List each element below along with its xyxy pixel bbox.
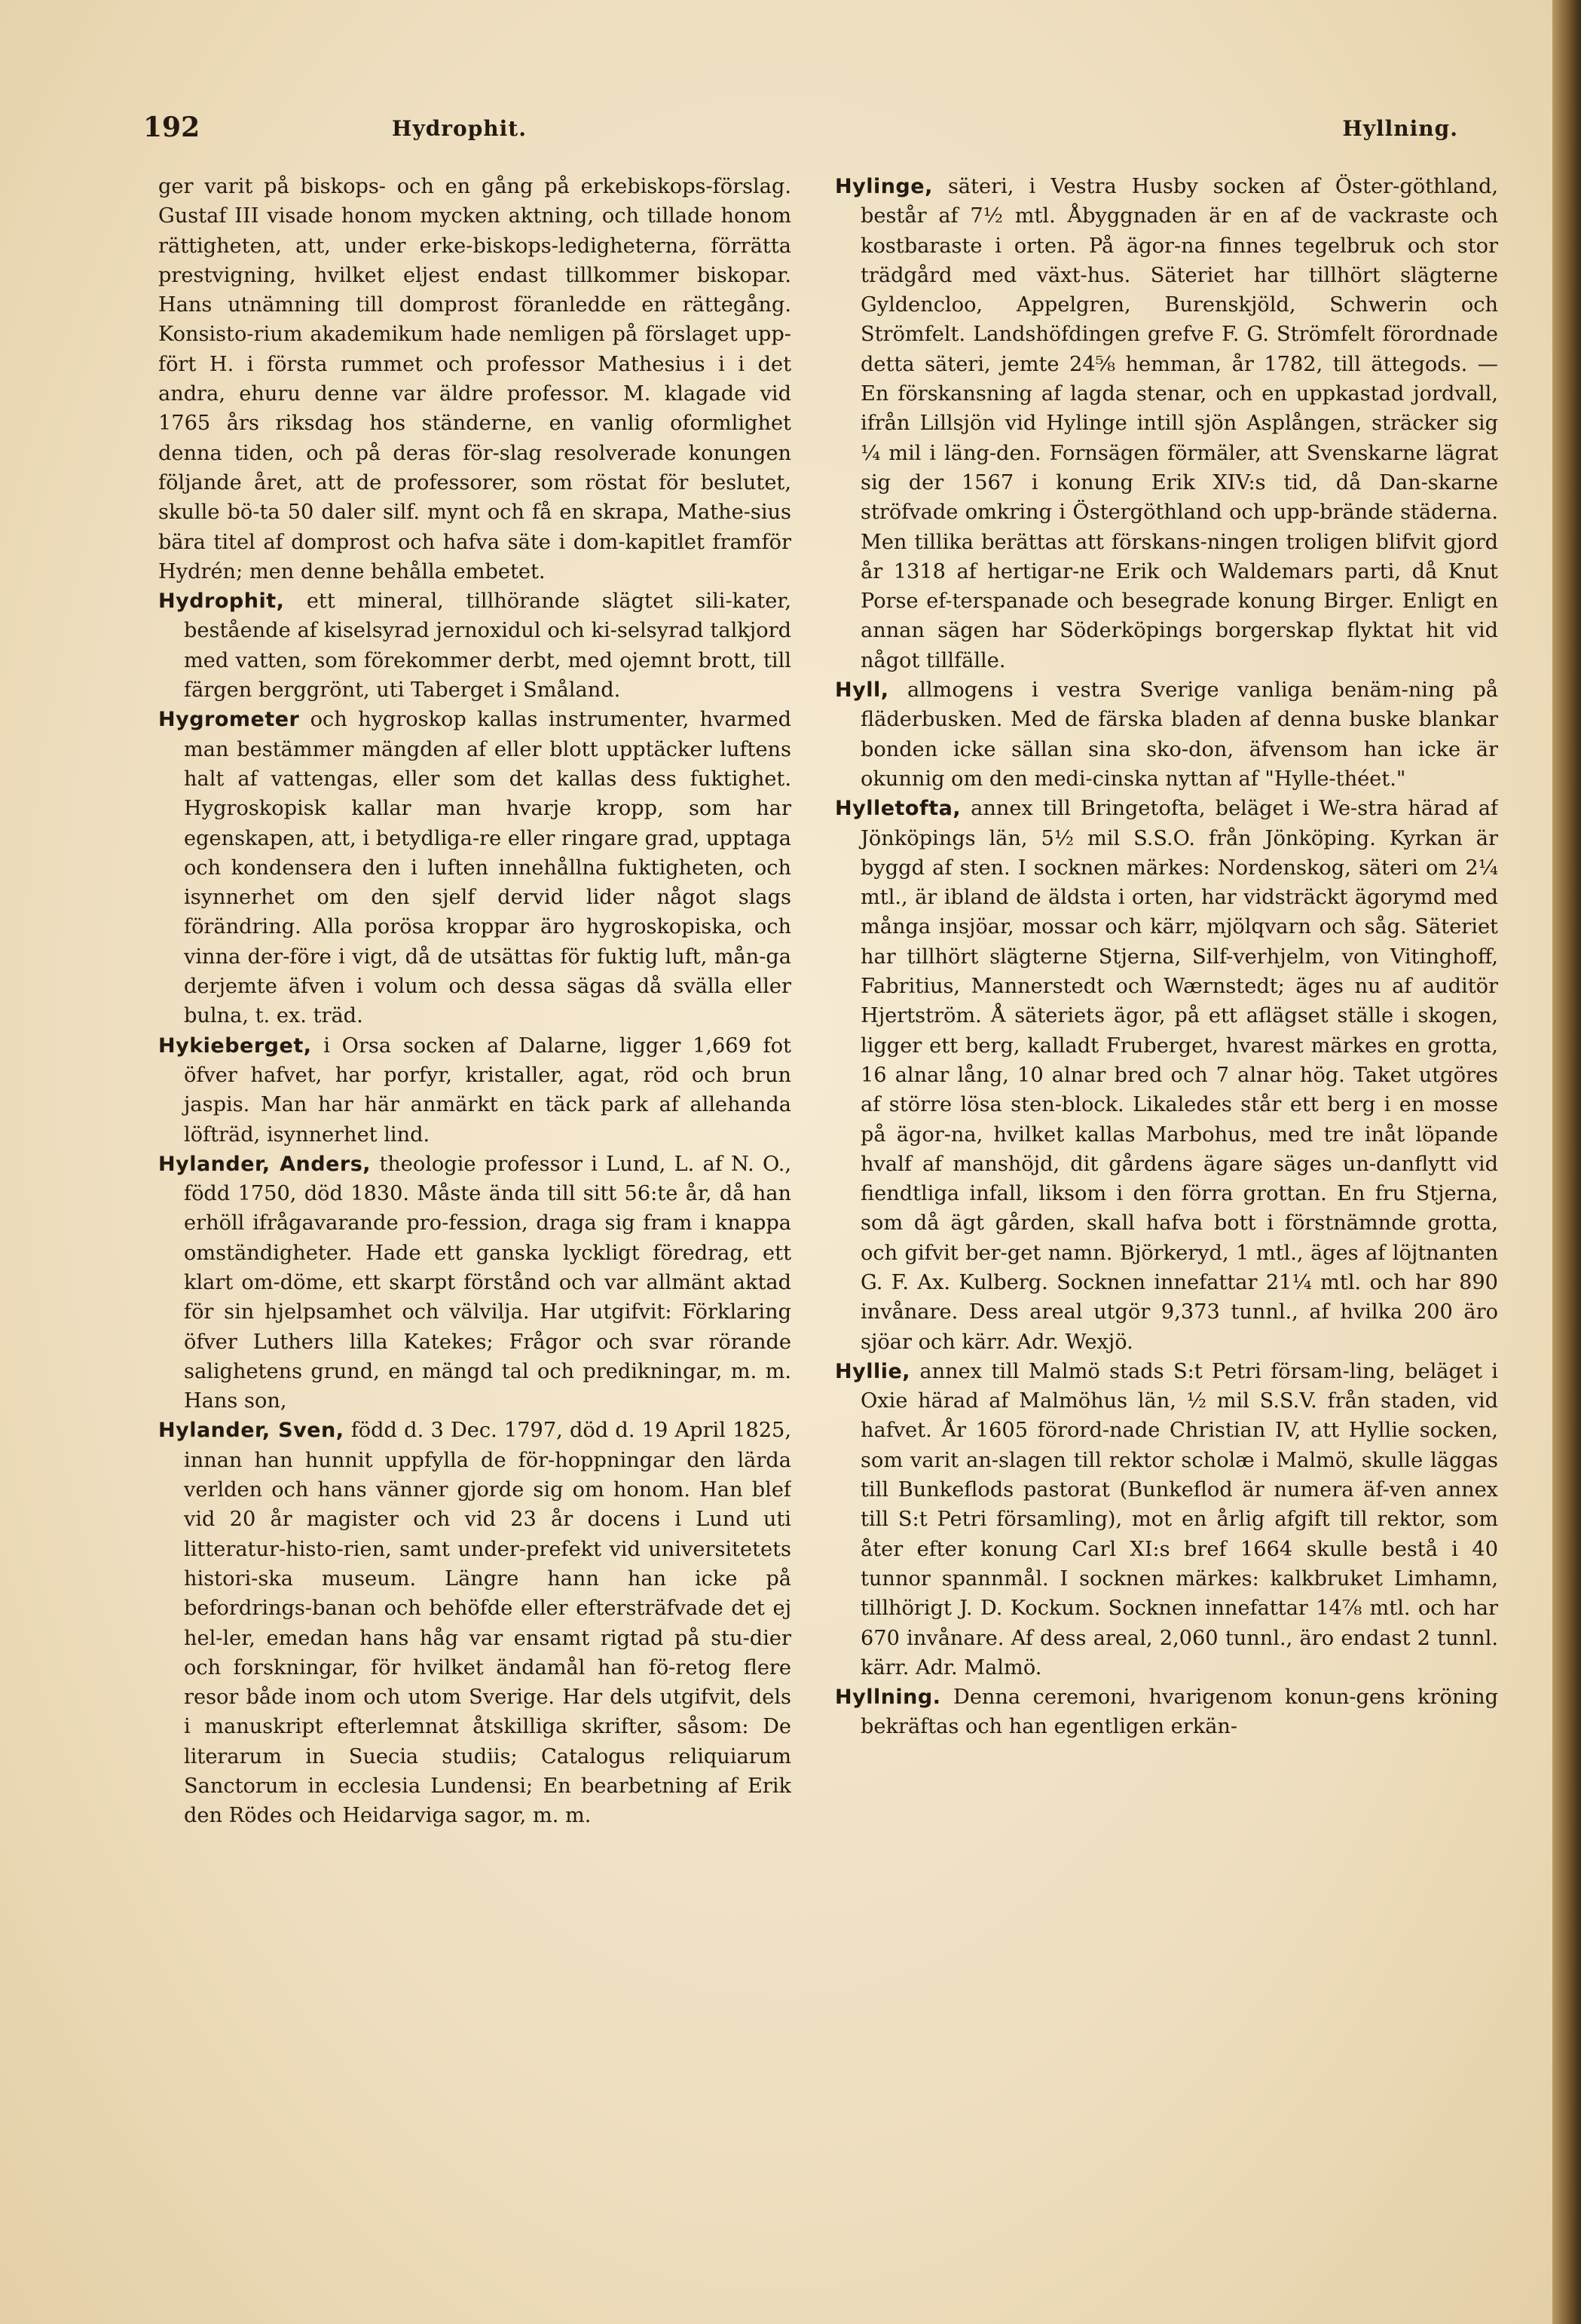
entry-text: säteri, i Vestra Husby socken af Öster-göthland, består af 7½ mtl. Åbyggnaden är en af de vackraste och kostbaraste i orten. På ägor-na finnes tegelbruk och stor trädgård med växt-hus. Säteriet har tillhört slägterne Gyldencloo, Appelgren, Burenskjöld, Schwerin och Strömfelt. Landshöfdingen grefve F. G. Strömfelt förordnade detta säteri, jemte 24⅝ hemman, år 1782, till ättegods. — En förskansning af lagda stenar, och en uppkastad jordvall, ifrån Lillsjön vid Hylinge intill sjön Asplången, sträcker sig ¼ mil i läng-den. Fornsägen förmäler, att Svenskarne lägrat sig der 1567 i konung Erik XIV:s tid, då Dan-skarne ströfvade omkring i Östergöthland och upp-brände städerna. Men tillika berättas att förskans-ningen troligen blifvit gjord år 1318 af hertigar-ne Erik och Waldemars parti, då Knut Porse ef-terspanade och besegrade konung Birger. Enligt en annan sägen har Söderköpings borgerskap flyktat hit vid något tillfälle. bbox=[861, 175, 1498, 672]
headword: Hylinge, bbox=[835, 175, 933, 198]
entry-text: i Orsa socken af Dalarne, ligger 1,669 fot öfver hafvet, har porfyr, kristaller, agat, röd och brun jaspis. Man har här anmärkt en täck park af allehanda löfträd, isynnerhet lind. bbox=[184, 1033, 791, 1147]
right-column bbox=[835, 172, 1498, 2283]
headword: Hyll, bbox=[835, 678, 889, 703]
running-head-right: Hyllning. bbox=[1342, 116, 1458, 141]
entry-text: allmogens i vestra Sverige vanliga benäm-ning på fläderbusken. Med de färska bladen af denna buske blankar bonden icke sällan sina sko-don, äfvensom han icke är okunnig om den medi-cinska nyttan af "Hylle-théet." bbox=[861, 678, 1498, 791]
entry-hydrophit bbox=[158, 586, 791, 705]
headword: Hygrometer bbox=[158, 708, 300, 732]
left-column bbox=[158, 172, 791, 2283]
entry-hykieberget bbox=[158, 1031, 791, 1150]
entry-hylletofta bbox=[835, 794, 1498, 1357]
headword: Hyllning. bbox=[835, 1686, 941, 1710]
entry-text: och hygroskop kallas instrumenter, hvarmed man bestämmer mängden af eller blott upptäcker luftens halt af vattengas, eller som det kallas dess fuktighet. Hygroskopisk kallar man hvarje kropp, som har egenskapen, att, i betydliga-re eller ringare grad, upptaga och kondensera den i luften innehållna fuktigheten, och isynnerhet om den sjelf dervid lider något slags förändring. Alla porösa kroppar äro hygroskopiska, och vinna der-före i vigt, då de utsättas för fuktig luft, mån-ga derjemte äfven i volum och dessa sägas då svälla eller bulna, t. ex. träd. bbox=[184, 708, 791, 1028]
entry-hygrometer bbox=[158, 705, 791, 1030]
entry-text: annex till Malmö stads S:t Petri försam-ling, beläget i Oxie härad af Malmöhus län, ½ mil S.S.V. från staden, vid hafvet. År 1605 förord-nade Christian IV, att Hyllie socken, som varit an-slagen till rektor scholæ i Malmö, skulle läggas till Bunkeflods pastorat (Bunkeflod är numera äf-ven annex till S:t Petri församling), mot en årlig afgift till rektor, som åter efter konung Carl XI:s bref 1664 skulle bestå i 40 tunnor spannmål. I socknen märkes: kalkbruket Limhamn, tillhörigt J. D. Kockum. Socknen innefattar 14⅞ mtl. och har 670 invånare. Af dess areal, 2,060 tunnl., äro endast 2 tunnl. kärr. Adr. Malmö. bbox=[861, 1359, 1498, 1679]
headword: Hykieberget, bbox=[158, 1033, 312, 1058]
headword: Hyllie, bbox=[835, 1359, 911, 1383]
headword: Hylander, Anders, bbox=[158, 1152, 372, 1176]
entry-hylander-anders bbox=[158, 1150, 791, 1416]
entry-text: född d. 3 Dec. 1797, död d. 19 April 1825, innan han hunnit uppfylla de för-hoppningar den lärda verlden och hans vänner gjorde sig om honom. Han blef vid 20 år magister och vid 23 år docens i Lund uti litteratur-histo-rien, samt under-prefekt vid universitetets histori-ska museum. Längre hann han icke på befordrings-banan och behöfde eller eftersträfvade det ej hel-ler, emedan hans håg var ensamt rigtad på stu-dier och forskningar, för hvilket ändamål han fö-retog flere resor både inom och utom Sverige. Har dels utgifvit, dels i manuskript efterlemnat åtskilliga skrifter, såsom: De literarum in Suecia studiis; Catalogus reliquiarum Sanctorum in ecclesia Lundensi; En bearbetning af Erik den Rödes och Heidarviga sagor, m. m. bbox=[184, 1419, 791, 1828]
book-spine-edge bbox=[1552, 0, 1581, 2324]
page-header bbox=[143, 112, 1481, 157]
entry-hyllie bbox=[835, 1357, 1498, 1683]
entry-hyll bbox=[835, 675, 1498, 794]
entry-hylinge bbox=[835, 172, 1498, 675]
headword: Hydrophit, bbox=[158, 589, 285, 614]
headword: Hylletofta, bbox=[835, 797, 962, 821]
entry-text: theologie professor i Lund, L. af N. O., född 1750, död 1830. Måste ända till sitt 56:te år, då han erhöll ifrågavarande pro-fession, draga sig fram i knappa omständigheter. Hade ett ganska lyckligt föredrag, ett klart om-döme, ett skarpt förstånd och var allmänt aktad för sin hjelpsamhet och välvilja. Har utgifvit: Förklaring öfver Luthers lilla Katekes; Frågor och svar rörande salighetens grund, en mängd tal och predikningar, m. m. Hans son, bbox=[184, 1152, 791, 1413]
entry-hyllning bbox=[835, 1683, 1498, 1742]
continuation-text: ger varit på biskops- och en gång på erkebiskops-förslag. Gustaf III visade honom mycken aktning, och tillade honom rättigheten, att, under erke-biskops-ledigheterna, förrätta prestvigning, hvilket eljest endast tillkommer biskopar. Hans utnämning till domprost föranledde en rättegång. Konsisto-rium akademikum hade nemligen på förslaget upp-fört H. i första rummet och professor Mathesius i i det andra, ehuru denne var äldre professor. M. klagade vid 1765 års riksdag hos ständerne, en vanlig oformlighet denna tiden, och på deras för-slag resolverade konungen följande året, att de professorer, som röstat för beslutet, skulle bö-ta 50 daler silf. mynt och få en skrapa, Mathe-sius bära titel af domprost och hafva säte i dom-kapitlet framför Hydrén; men denne behålla embetet. bbox=[158, 175, 791, 583]
entry-text: ett mineral, tillhörande slägtet sili-kater, bestående af kiselsyrad jernoxidul och ki-selsyrad talkjord med vatten, som förekommer derbt, med ojemnt brott, till färgen berggrönt, uti Taberget i Småland. bbox=[184, 589, 791, 703]
headword: Hylander, Sven, bbox=[158, 1419, 344, 1443]
page-number: 192 bbox=[143, 112, 200, 143]
entry-text: annex till Bringetofta, beläget i We-stra härad af Jönköpings län, 5½ mil S.S.O. från Jönköping. Kyrkan är byggd af sten. I socknen märkes: Nordenskog, säteri om 2¼ mtl., är ibland de äldsta i orten, har vidsträckt ägorymd med många insjöar, mossar och kärr, mjölqvarn och såg. Säteriet har tillhört slägterne Stjerna, Silf-verhjelm, von Vitinghoff, Fabritius, Mannerstedt och Wærnstedt; äges nu af auditör Hjertström. Å säteriets ägor, på ett aflägset ställe i skogen, ligger ett berg, kalladt Fruberget, hvarest märkes en grotta, 16 alnar lång, 10 alnar bred och 7 alnar hög. Taket utgöres af större lösa sten-block. Likaledes står ett berg i en mosse på ägor-na, hvilket kallas Marbohus, med tre inåt löpande hvalf af manshöjd, dit gårdens ägare säges un-danflytt vid fiendtliga infall, liksom i den förra grottan. En fru Stjerna, som då ägt gården, skall hafva bott i förstnämnde grotta, och gifvit ber-get namn. Björkeryd, 1 mtl., äges af löjtnanten G. F. Ax. Kulberg. Socknen innefattar 21¼ mtl. och har 890 invånare. Dess areal utgör 9,373 tunnl., af hvilka 200 äro sjöar och kärr. Adr. Wexjö. bbox=[861, 797, 1498, 1354]
entry-hylander-sven bbox=[158, 1416, 791, 1830]
running-head-left: Hydrophit. bbox=[392, 116, 527, 141]
entry-text: Denna ceremoni, hvarigenom konun-gens kröning bekräftas och han egentligen erkän- bbox=[861, 1686, 1498, 1739]
